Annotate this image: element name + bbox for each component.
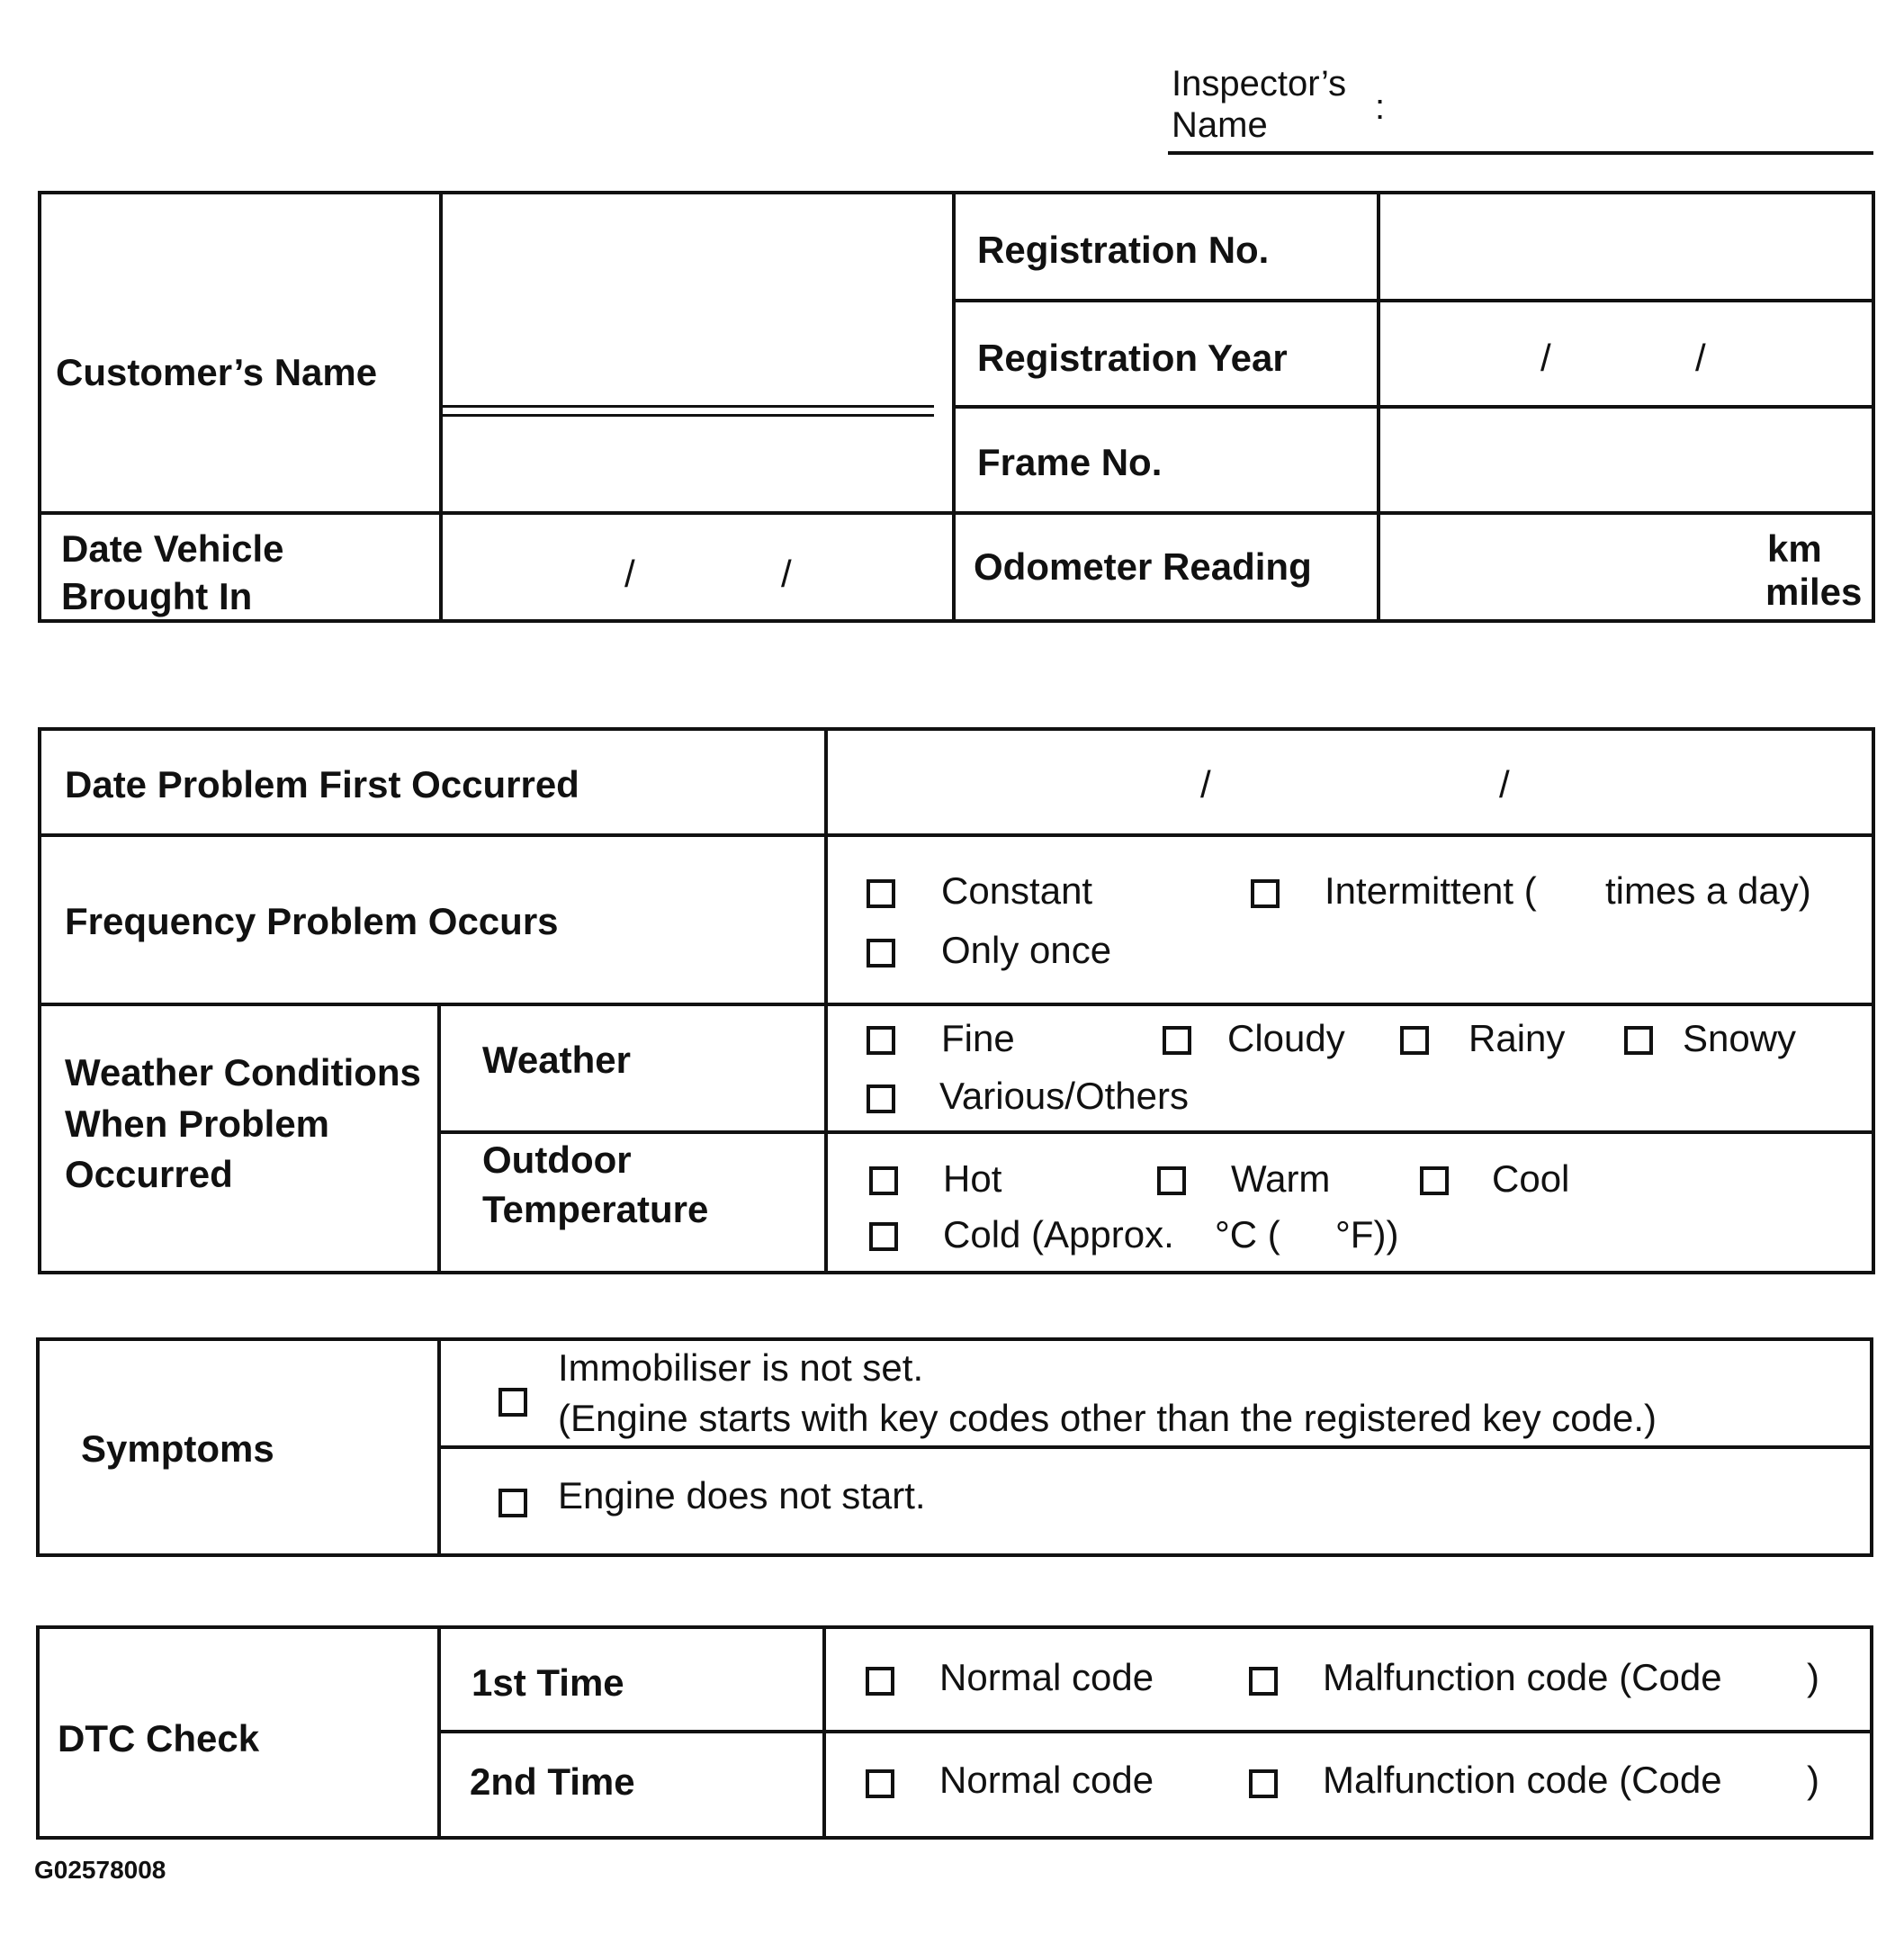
option-cool: Cool (1492, 1157, 1570, 1200)
checkbox-snowy[interactable] (1624, 1026, 1653, 1055)
date-first-sep-2: / (1499, 763, 1510, 806)
date-first-occurred-label: Date Problem First Occurred (65, 763, 579, 806)
option-cold: Cold (Approx. (943, 1213, 1174, 1256)
option-various: Various/Others (939, 1075, 1189, 1117)
checkbox-cloudy[interactable] (1163, 1026, 1191, 1055)
checkbox-only-once[interactable] (867, 939, 895, 968)
registration-year-label: Registration Year (977, 337, 1288, 379)
frame-no-field[interactable] (1382, 409, 1872, 509)
date-brought-in-line1: Date Vehicle (61, 527, 284, 570)
dtc-second-time-label: 2nd Time (470, 1760, 635, 1803)
customer-name-field[interactable] (445, 194, 950, 509)
registration-no-label: Registration No. (977, 229, 1270, 271)
weather-conditions-line2: When Problem (65, 1102, 330, 1145)
checkbox-dtc2-normal[interactable] (866, 1769, 894, 1798)
option-fahrenheit: °F)) (1335, 1213, 1399, 1256)
symptom-immobiliser-line1: Immobiliser is not set. (558, 1346, 924, 1389)
checkbox-dtc1-normal[interactable] (866, 1667, 894, 1696)
option-only-once: Only once (941, 929, 1112, 971)
checkbox-dtc2-malfunction[interactable] (1249, 1769, 1278, 1798)
option-hot: Hot (943, 1157, 1002, 1200)
outdoor-temp-line2: Temperature (482, 1187, 709, 1230)
option-warm: Warm (1231, 1157, 1331, 1200)
option-intermittent: Intermittent ( (1325, 869, 1537, 912)
option-rainy: Rainy (1468, 1017, 1566, 1059)
customer-name-label: Customer’s Name (56, 351, 378, 393)
odometer-unit-km: km (1767, 527, 1822, 570)
date-brought-sep-1: / (624, 553, 635, 595)
odometer-unit-miles: miles (1765, 571, 1863, 613)
date-brought-in-label (61, 526, 283, 620)
option-times-a-day: times a day) (1605, 869, 1811, 912)
outdoor-temperature-label (482, 1136, 708, 1234)
dtc1-malfunction-code: Malfunction code (Code (1323, 1656, 1722, 1698)
dtc-check-label: DTC Check (58, 1717, 260, 1760)
inspector-name-label (1172, 63, 1346, 146)
outdoor-temp-line1: Outdoor (482, 1138, 632, 1181)
checkbox-rainy[interactable] (1400, 1026, 1429, 1055)
checkbox-constant[interactable] (867, 879, 895, 908)
option-celsius: °C ( (1215, 1213, 1280, 1256)
checkbox-cool[interactable] (1420, 1166, 1449, 1195)
date-brought-sep-2: / (781, 553, 792, 595)
dtc1-normal-code: Normal code (939, 1656, 1154, 1698)
dtc2-close-paren: ) (1807, 1759, 1819, 1801)
inspector-label-line2: Name (1172, 105, 1268, 145)
dtc-first-time-label: 1st Time (472, 1661, 624, 1704)
inspector-name-field[interactable] (1168, 151, 1873, 155)
checkbox-various[interactable] (867, 1084, 895, 1113)
option-snowy: Snowy (1683, 1017, 1797, 1059)
option-fine: Fine (941, 1017, 1015, 1059)
inspector-colon: : (1375, 87, 1386, 127)
frame-no-label: Frame No. (977, 441, 1163, 483)
figure-id: G02578008 (34, 1856, 166, 1884)
option-cloudy: Cloudy (1227, 1017, 1345, 1059)
weather-conditions-label (65, 1048, 421, 1201)
checkbox-warm[interactable] (1157, 1166, 1186, 1195)
checkbox-fine[interactable] (867, 1026, 895, 1055)
checkbox-engine-not-start[interactable] (498, 1489, 527, 1517)
checkbox-dtc1-malfunction[interactable] (1249, 1667, 1278, 1696)
checkbox-intermittent[interactable] (1251, 879, 1280, 908)
registration-no-field[interactable] (1382, 194, 1872, 299)
symptoms-label: Symptoms (81, 1427, 274, 1470)
inspector-label-line1: Inspector’s (1172, 64, 1347, 104)
checkbox-cold[interactable] (869, 1222, 898, 1251)
checkbox-immobiliser-not-set[interactable] (498, 1388, 527, 1417)
weather-conditions-line3: Occurred (65, 1153, 233, 1196)
registration-year-sep-2: / (1695, 337, 1706, 379)
date-brought-in-line2: Brought In (61, 574, 253, 617)
frequency-label: Frequency Problem Occurs (65, 900, 559, 942)
option-constant: Constant (941, 869, 1093, 912)
dtc2-malfunction-code: Malfunction code (Code (1323, 1759, 1722, 1801)
weather-conditions-line1: Weather Conditions (65, 1051, 421, 1094)
date-first-sep-1: / (1200, 763, 1211, 806)
registration-year-sep-1: / (1540, 337, 1551, 379)
checkbox-hot[interactable] (869, 1166, 898, 1195)
symptom-engine-not-start: Engine does not start. (558, 1474, 926, 1516)
odometer-label: Odometer Reading (974, 545, 1312, 588)
dtc2-normal-code: Normal code (939, 1759, 1154, 1801)
symptom-immobiliser-line2: (Engine starts with key codes other than the registered key code.) (558, 1397, 1657, 1439)
weather-label: Weather (482, 1039, 631, 1081)
dtc1-close-paren: ) (1807, 1656, 1819, 1698)
